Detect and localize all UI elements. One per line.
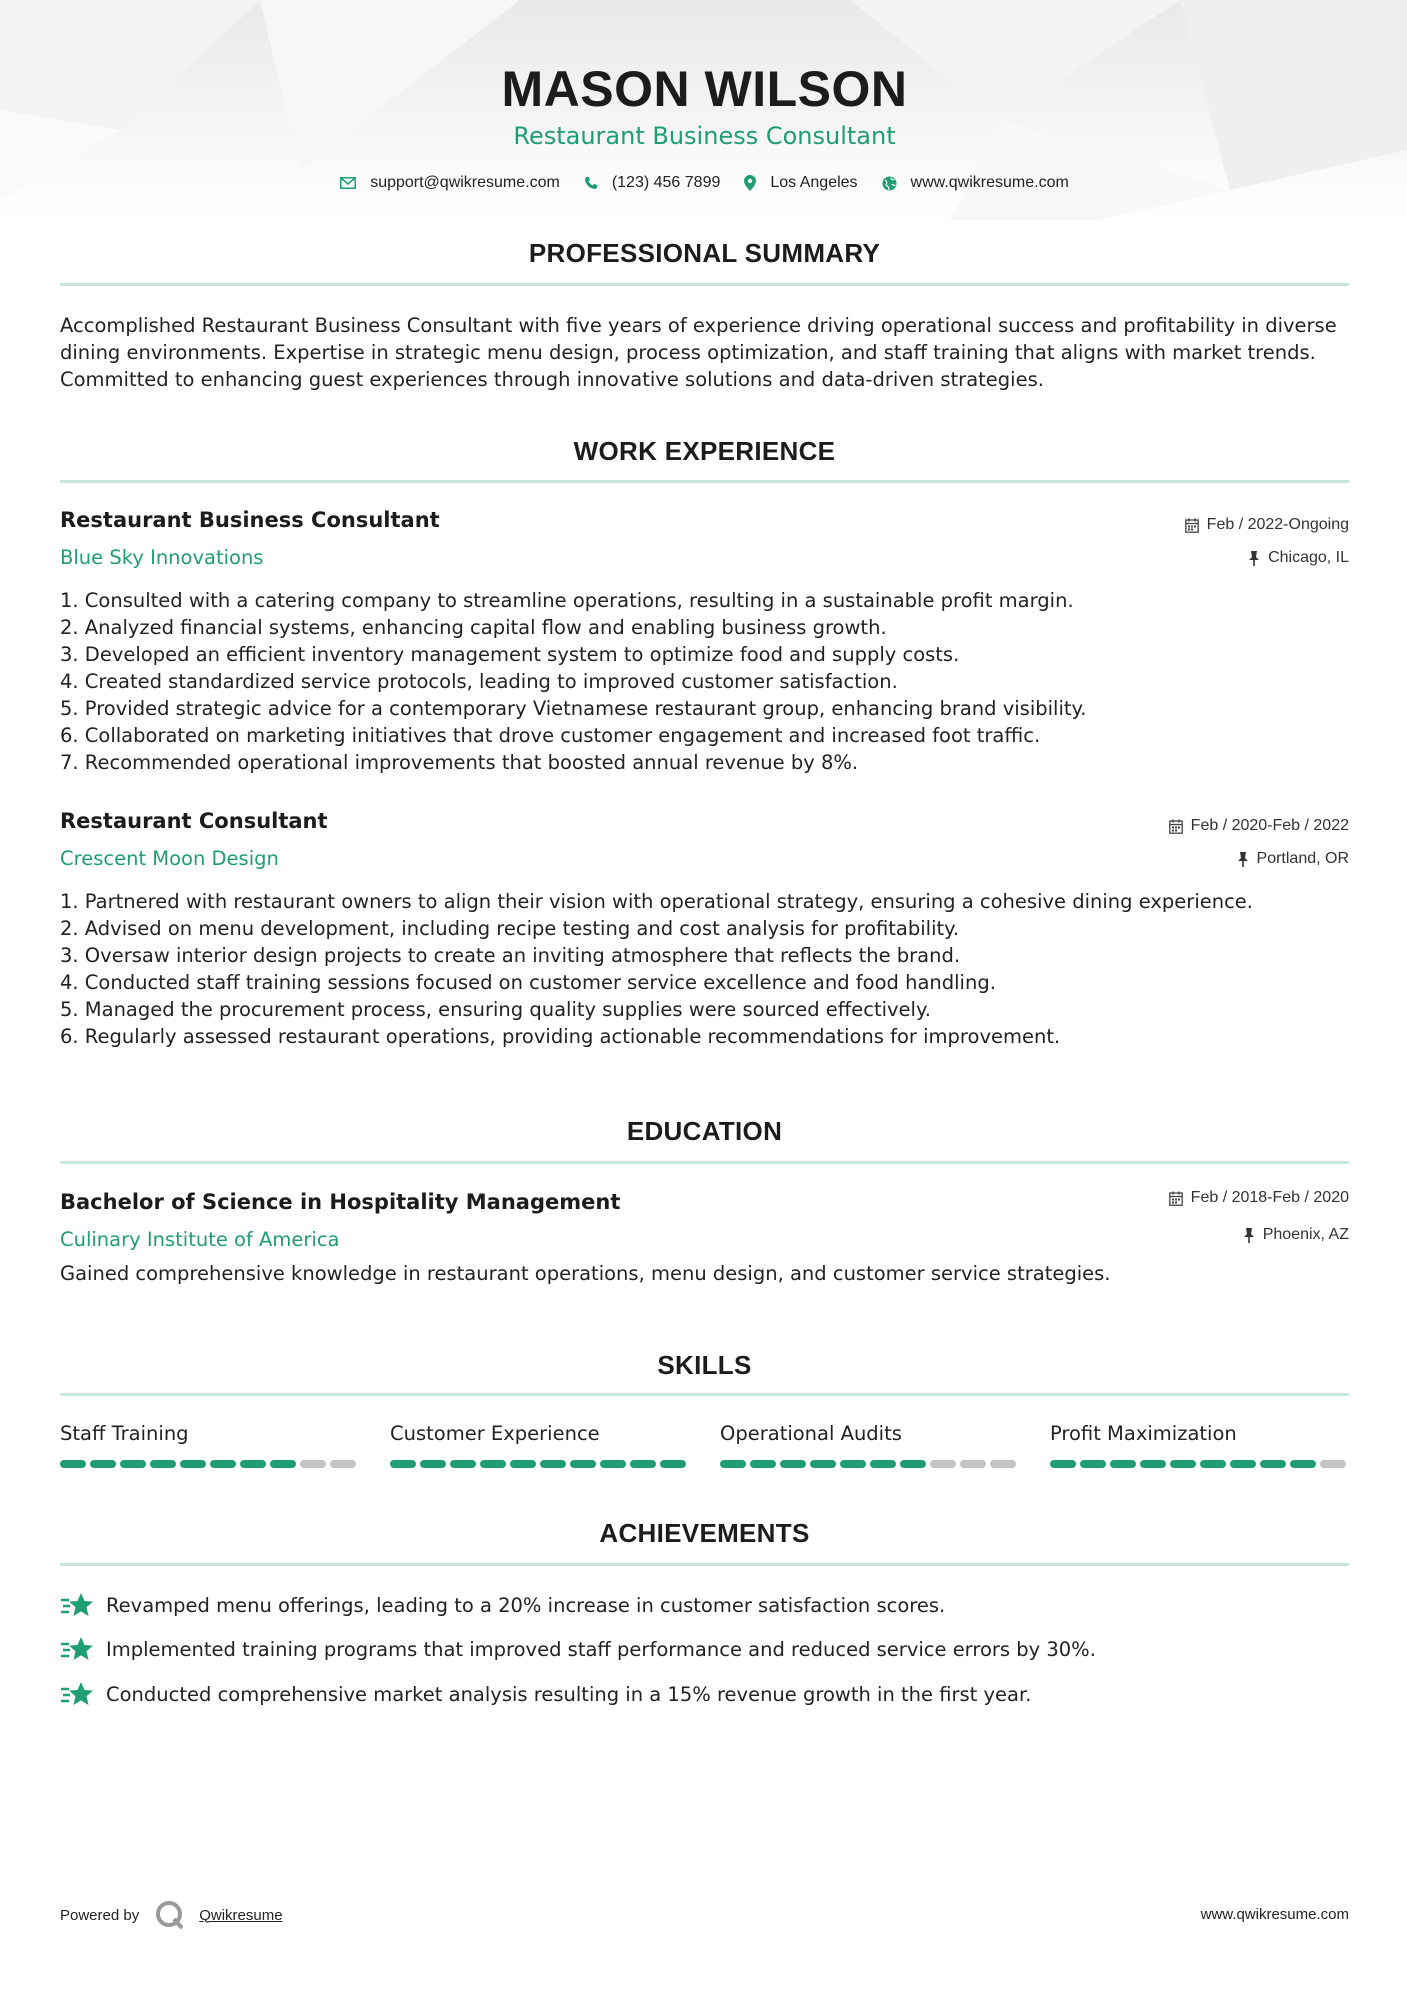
job-2-dates-text: Feb / 2020-Feb / 2022 [1190, 817, 1349, 834]
rating-dot-filled [780, 1460, 806, 1468]
list-item: 4. Created standardized service protocols, leading to improved customer satisfaction. [60, 670, 898, 693]
job-2-dates [1169, 817, 1349, 835]
job-1-title: Restaurant Business Consultant [60, 508, 440, 532]
star-icon [60, 1592, 94, 1618]
list-item: 4. Conducted staff training sessions focused on customer service excellence and food handling. [60, 971, 996, 994]
pin-icon [1243, 1228, 1255, 1243]
skills-heading: SKILLS [657, 1350, 752, 1380]
pin-icon [1237, 852, 1249, 867]
candidate-name: MASON WILSON [501, 61, 908, 117]
rating-dot-filled [840, 1460, 866, 1468]
qwikresume-logo-icon [155, 1900, 185, 1930]
skill-4-rating [1050, 1460, 1350, 1468]
list-item: 1. Partnered with restaurant owners to align their vision with operational strategy, ensuring a cohesive dining experience. [60, 890, 1254, 913]
rating-dot-filled [270, 1460, 296, 1468]
skill-3 [720, 1422, 1020, 1468]
rating-dot-filled [660, 1460, 686, 1468]
rating-dot-filled [60, 1460, 86, 1468]
rating-dot-filled [600, 1460, 626, 1468]
achievements-divider [60, 1563, 1349, 1566]
job-2-company: Crescent Moon Design [60, 847, 279, 870]
education-degree: Bachelor of Science in Hospitality Management [60, 1190, 621, 1214]
rating-dot-filled [870, 1460, 896, 1468]
calendar-icon [1169, 819, 1183, 834]
rating-dot-filled [150, 1460, 176, 1468]
achievement-item [60, 1681, 1031, 1707]
job-2-title: Restaurant Consultant [60, 809, 328, 833]
education-divider [60, 1161, 1349, 1164]
skill-4-name: Profit Maximization [1050, 1422, 1237, 1445]
job-2-bullets [60, 888, 1349, 1050]
list-item: 5. Managed the procurement process, ensuring quality supplies were sourced effectively. [60, 998, 931, 1021]
rating-dot-filled [450, 1460, 476, 1468]
achievement-item [60, 1636, 1096, 1662]
rating-dot-filled [1050, 1460, 1076, 1468]
envelope-icon [340, 177, 356, 189]
list-item: 6. Collaborated on marketing initiatives that drove customer engagement and increased foot traffic. [60, 724, 1041, 747]
rating-dot-filled [510, 1460, 536, 1468]
rating-dot-empty [990, 1460, 1016, 1468]
rating-dot-filled [480, 1460, 506, 1468]
rating-dot-filled [900, 1460, 926, 1468]
phone-icon [584, 176, 598, 190]
job-2-location [1237, 850, 1349, 868]
skill-3-name: Operational Audits [720, 1422, 902, 1445]
phone-text: (123) 456 7899 [611, 174, 721, 191]
contact-bar [60, 174, 1349, 192]
achievement-text: Conducted comprehensive market analysis resulting in a 15% revenue growth in the first year. [106, 1682, 1032, 1706]
skill-2-name: Customer Experience [390, 1422, 600, 1445]
rating-dot-filled [750, 1460, 776, 1468]
summary-text: Accomplished Restaurant Business Consultant with five years of experience driving operational success and profitability in diverse dining environments. Expertise in strategic menu design, process optimization, and staff training that aligns with market trends. Committed to enhancing guest experiences through innovative solutions and data-driven strategies. [60, 314, 1337, 391]
location-text: Los Angeles [770, 174, 858, 191]
skill-1 [60, 1422, 360, 1468]
achievement-item [60, 1592, 945, 1618]
star-icon [60, 1636, 94, 1662]
education-dates-text: Feb / 2018-Feb / 2020 [1190, 1189, 1349, 1206]
job-1-dates [1185, 516, 1349, 534]
rating-dot-filled [180, 1460, 206, 1468]
job-1-location [1248, 549, 1349, 567]
rating-dot-filled [1170, 1460, 1196, 1468]
contact-email[interactable] [340, 174, 560, 192]
rating-dot-filled [1110, 1460, 1136, 1468]
skills-divider [60, 1393, 1349, 1396]
rating-dot-filled [1140, 1460, 1166, 1468]
rating-dot-filled [570, 1460, 596, 1468]
website-text: www.qwikresume.com [910, 174, 1069, 191]
list-item: 3. Oversaw interior design projects to create an inviting atmosphere that reflects the brand. [60, 944, 961, 967]
rating-dot-empty [330, 1460, 356, 1468]
list-item: 7. Recommended operational improvements that boosted annual revenue by 8%. [60, 751, 859, 774]
calendar-icon [1185, 518, 1199, 533]
calendar-icon [1169, 1191, 1183, 1206]
skill-1-name: Staff Training [60, 1422, 189, 1445]
rating-dot-filled [90, 1460, 116, 1468]
skill-4 [1050, 1422, 1350, 1468]
rating-dot-filled [630, 1460, 656, 1468]
email-text: support@qwikresume.com [370, 174, 560, 191]
rating-dot-filled [420, 1460, 446, 1468]
skill-1-rating [60, 1460, 360, 1468]
job-1-dates-text: Feb / 2022-Ongoing [1206, 516, 1349, 533]
map-pin-icon [744, 175, 756, 191]
summary-heading: PROFESSIONAL SUMMARY [528, 238, 881, 268]
rating-dot-filled [1290, 1460, 1316, 1468]
contact-website[interactable] [882, 174, 1069, 192]
list-item: 6. Regularly assessed restaurant operations, providing actionable recommendations for improvement. [60, 1025, 1061, 1048]
powered-by-label: Powered by [60, 1906, 140, 1924]
achievements-heading: ACHIEVEMENTS [599, 1518, 810, 1548]
job-2-location-text: Portland, OR [1256, 850, 1349, 867]
rating-dot-filled [1230, 1460, 1256, 1468]
education-location [1243, 1226, 1349, 1244]
globe-icon [882, 176, 897, 191]
rating-dot-filled [390, 1460, 416, 1468]
rating-dot-filled [1200, 1460, 1226, 1468]
skill-3-rating [720, 1460, 1020, 1468]
rating-dot-filled [540, 1460, 566, 1468]
rating-dot-filled [210, 1460, 236, 1468]
job-1-location-text: Chicago, IL [1268, 549, 1349, 566]
achievement-text: Revamped menu offerings, leading to a 20% increase in customer satisfaction scores. [106, 1593, 946, 1617]
contact-location [744, 174, 857, 192]
experience-heading: WORK EXPERIENCE [573, 436, 836, 466]
rating-dot-filled [240, 1460, 266, 1468]
skill-2-rating [390, 1460, 690, 1468]
qwikresume-link[interactable]: Qwikresume [199, 1906, 283, 1924]
rating-dot-empty [930, 1460, 956, 1468]
footer-website[interactable]: www.qwikresume.com [1200, 1906, 1349, 1923]
footer-powered-by [60, 1900, 283, 1930]
job-1-bullets [60, 587, 1349, 776]
list-item: 5. Provided strategic advice for a contemporary Vietnamese restaurant group, enhancing brand visibility. [60, 697, 1087, 720]
list-item: 2. Analyzed financial systems, enhancing capital flow and enabling business growth. [60, 616, 887, 639]
skill-2 [390, 1422, 690, 1468]
contact-phone[interactable] [584, 174, 721, 192]
rating-dot-empty [960, 1460, 986, 1468]
summary-divider [60, 283, 1349, 286]
rating-dot-empty [300, 1460, 326, 1468]
list-item: 2. Advised on menu development, including recipe testing and cost analysis for profitability. [60, 917, 960, 940]
star-icon [60, 1681, 94, 1707]
list-item: 1. Consulted with a catering company to streamline operations, resulting in a sustainable profit margin. [60, 589, 1074, 612]
achievement-text: Implemented training programs that improved staff performance and reduced service errors by 30%. [106, 1637, 1096, 1661]
list-item: 3. Developed an efficient inventory management system to optimize food and supply costs. [60, 643, 960, 666]
pin-icon [1248, 551, 1260, 566]
education-location-text: Phoenix, AZ [1262, 1226, 1349, 1243]
education-school: Culinary Institute of America [60, 1228, 340, 1251]
rating-dot-filled [120, 1460, 146, 1468]
rating-dot-filled [720, 1460, 746, 1468]
candidate-title: Restaurant Business Consultant [513, 122, 896, 150]
rating-dot-empty [1320, 1460, 1346, 1468]
education-description: Gained comprehensive knowledge in restaurant operations, menu design, and customer service strategies. [60, 1262, 1111, 1285]
rating-dot-filled [1080, 1460, 1106, 1468]
rating-dot-filled [1260, 1460, 1286, 1468]
education-dates [1169, 1189, 1349, 1207]
experience-divider [60, 480, 1349, 483]
rating-dot-filled [810, 1460, 836, 1468]
education-heading: EDUCATION [626, 1116, 783, 1146]
job-1-company: Blue Sky Innovations [60, 546, 264, 569]
